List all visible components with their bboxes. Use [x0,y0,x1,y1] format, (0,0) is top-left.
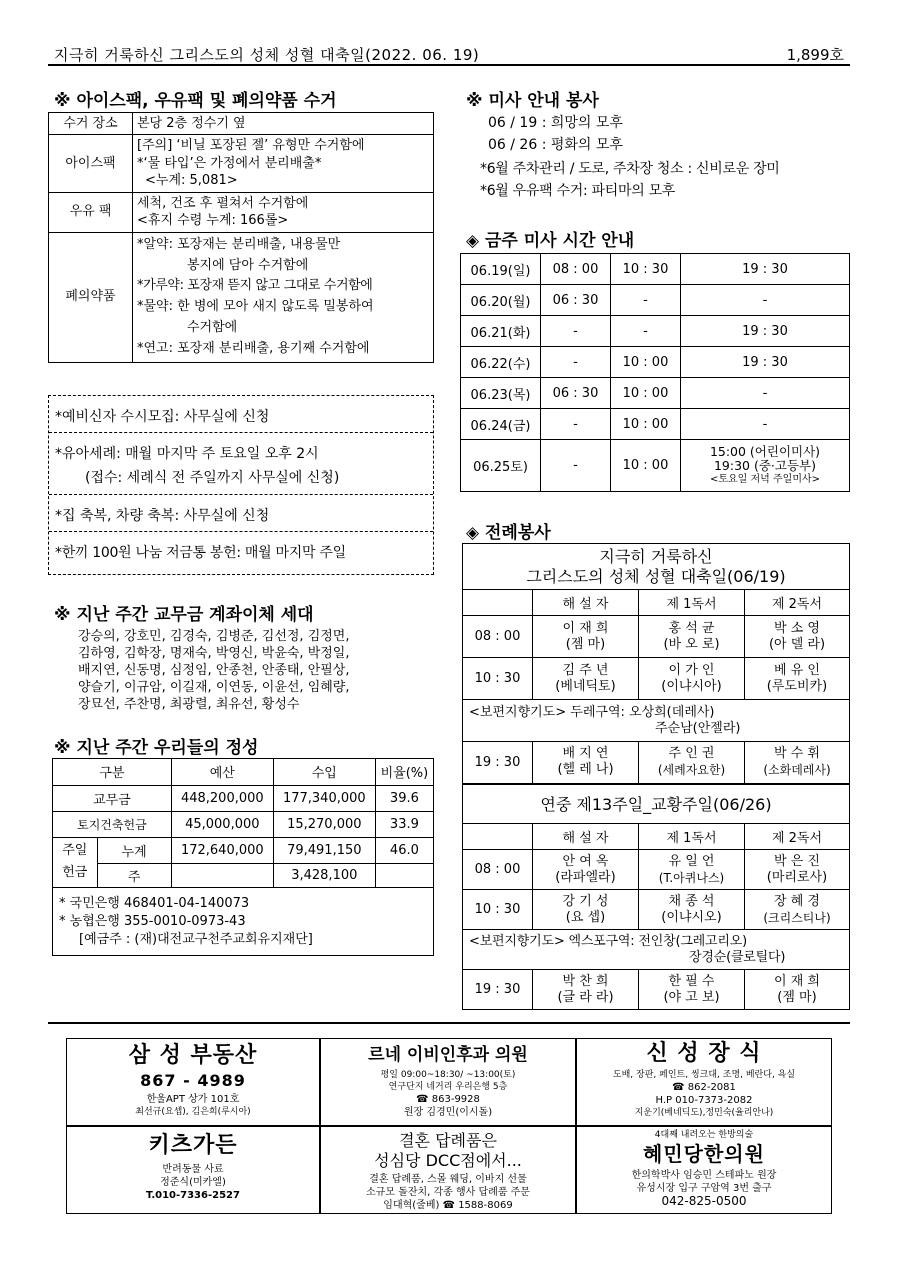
donors-line: 장묘선, 주찬명, 최광렬, 최유선, 황성수 [78,697,300,712]
liturgy-name: 베 유 인 [774,662,820,678]
liturgy-name: 배 지 연 [562,746,609,762]
med-line: *가루약: 포장재 뜯지 않고 그대로 수거함에 [137,278,373,294]
schedule-time: - [541,316,611,347]
liturgy-time: 10 : 30 [463,890,533,930]
med-line: *알약: 포장재는 분리배출, 내용물만 [137,236,341,252]
liturgy-prayer: 주순남(안젤라) [655,720,741,736]
issue-number: 1,899호 [786,46,844,64]
liturgy-title: ◈ 전례봉사 [466,523,551,543]
schedule-time: 06 : 30 [541,378,611,409]
cum-budget: 172,640,000 [171,837,273,863]
ad-line: 연구단지 네거리 우리은행 5층 [388,1082,508,1092]
ad-line: 임대혁(줄베) ☎ 1588-8069 [383,1200,513,1211]
mass-service-line: 06 / 19 : 희망의 모후 [488,115,623,131]
schedule-time: - [681,378,850,409]
liturgy-prayer: 장경순(클로틸다) [689,949,786,965]
liturgy-name: 박 찬 희 [562,973,609,989]
schedule-date: 06.19(일) [461,254,541,285]
bank-line: * 국민은행 468401-04-140073 [59,896,250,911]
bulletin-title: 지극히 거룩하신 그리스도의 성체 성혈 대축일(2022. 06. 19) [54,46,480,64]
schedule-time: - [541,440,611,492]
schedule-time: - [611,285,681,316]
notice-piggybank: *한끼 100원 나눔 저금통 봉헌: 매월 마지막 주일 [55,545,346,561]
liturgy-baptismal: (이냐시아) [661,678,722,694]
cum-ratio: 46.0 [375,837,433,863]
notice-infant-baptism: *유아세례: 매월 마지막 주 토요일 오후 2시 [55,446,319,462]
liturgy-head: 제 1독서 [639,824,745,850]
ad-line: 반려동물 사료 [162,1164,224,1175]
med-line: *물약: 한 병에 모아 새지 않도록 밀봉하여 [137,299,374,315]
ad-line: 도배, 장판, 페인트, 씽크대, 조명, 베란다, 욕실 [612,1070,796,1080]
liturgy-time: 08 : 00 [463,850,533,890]
liturgy-baptismal: (크리스티나) [763,910,831,925]
liturgy-head: 해 설 자 [533,590,639,616]
offering-title: ※ 지난 주간 우리들의 정성 [54,738,259,758]
liturgy-baptismal: (세례자요한) [657,763,726,778]
liturgy-name: 박 소 영 [774,620,820,636]
schedule-date: 06.23(목) [461,378,541,409]
liturgy-name: 강 기 성 [562,893,609,909]
liturgy-block2-title: 연중 제13주일_교황주일(06/26) [463,784,850,824]
ice-line: <누계: 5,081> [145,173,238,189]
offering-head: 구분 [53,759,171,785]
schedule-time: 19 : 30 [681,347,850,378]
donors-line: 강승의, 강호민, 김경숙, 김병준, 김선정, 김정면, [78,629,350,644]
liturgy-baptismal: (헬 레 나) [557,762,614,778]
schedule-time: 19 : 30 [681,316,850,347]
ad-bakery [320,1126,576,1214]
ad-line: 한의학박사 임승민 스테파노 원장 [631,1170,777,1181]
ad-name: 신 성 장 식 [646,1041,762,1066]
ad-pet-garden [66,1126,320,1214]
ad-name: 키츠가든 [148,1133,238,1158]
liturgy-time: 10 : 30 [463,658,533,700]
ad-line: 성심당 DCC점에서... [374,1151,522,1170]
liturgy-time: 08 : 00 [463,616,533,658]
ad-line: 지운기(베네딕도),정민숙(율리안나) [634,1108,774,1118]
offering-box [52,758,434,956]
ad-name: 삼 성 부동산 [128,1043,258,1068]
liturgy-baptismal: (요 셉) [565,909,606,925]
liturgy-name: 장 혜 경 [774,893,820,909]
sunday-label: 헌금 [62,865,88,880]
schedule-title: ◈ 금주 미사 시간 안내 [466,231,635,251]
ad-line: 평일 09:00~18:30/ ~13:00(토) [380,1070,516,1080]
donors-title: ※ 지난 주간 교무금 계좌이체 세대 [54,605,314,625]
schedule-time: - [681,285,850,316]
ad-oriental-clinic [576,1126,832,1214]
med-line: 수거함에 [187,319,238,335]
liturgy-name: 채 종 석 [668,893,715,909]
schedule-sat-line: 19:30 (중·고등부) [713,457,817,473]
schedule-time: - [611,316,681,347]
liturgy-baptismal: (루도비카) [766,678,828,694]
liturgy-head: 제 2독서 [745,824,850,850]
week-income: 3,428,100 [273,863,375,887]
liturgy-head: 해 설 자 [533,824,639,850]
liturgy-baptismal: (아 델 라) [768,636,826,652]
mass-service-line: *6월 우유팩 수거: 파티마의 모후 [480,183,676,199]
notice-blessing: *집 축복, 차량 축복: 사무실에 신청 [49,495,433,532]
milk-line: 세척, 건조 후 펼쳐서 수거함에 [137,195,309,211]
ice-line: [주의] ‘비닐 포장된 젤’ 유형만 수거함에 [137,138,365,153]
schedule-date: 06.25토) [461,440,541,492]
liturgy-name: 이 재 희 [562,620,609,636]
schedule-time: 10 : 00 [611,440,681,492]
ad-line: ☎ 863-9928 [416,1094,480,1105]
bank-line: [예금주 : (재)대전교구천주교회유지재단] [79,932,313,947]
schedule-time: 10 : 30 [611,254,681,285]
liturgy-baptismal: (마리로사) [766,869,828,885]
mass-service-line: *6월 주차관리 / 도로, 주차장 청소 : 신비로운 장미 [480,161,780,177]
schedule-time: 08 : 00 [541,254,611,285]
ad-line: 최선규(요셉), 김은희(루시아) [135,1107,251,1117]
liturgy-head: 제 2독서 [745,590,850,616]
ad-ent-clinic [320,1038,576,1126]
med-line: 봉지에 담아 수거함에 [187,257,309,273]
ad-interior [576,1038,832,1126]
notice-catechumen: *예비신자 수시모집: 사무실에 신청 [49,396,433,433]
liturgy-table [462,543,850,1010]
place-label: 수거 장소 [49,113,133,135]
ad-line: T.010-7336-2527 [146,1190,240,1201]
ad-name: 혜민당한의원 [643,1142,765,1166]
liturgy-name: 유 일 언 [668,853,715,869]
offering-head: 비율(%) [375,759,433,785]
liturgy-prayer: <보편지향기도> 두레구역: 오상희(데레사) [469,704,715,720]
schedule-time: 10 : 00 [611,378,681,409]
liturgy-prayer: <보편지향기도> 엑스포구역: 전인창(그레고리오) [469,933,747,949]
cum-income: 79,491,150 [273,837,375,863]
ad-line: 원장 김경민(이시돌) [403,1107,493,1118]
ice-line: *‘물 타입’은 가정에서 분리배출* [137,155,322,171]
schedule-time: 10 : 00 [611,409,681,440]
page-header [48,42,850,66]
liturgy-baptismal: (소화데레사) [763,763,831,778]
liturgy-time: 19 : 30 [463,970,533,1010]
liturgy-baptismal: (젬 마) [777,989,817,1005]
week-label: 주 [97,863,171,887]
liturgy-baptismal: (T.아퀴나스) [658,870,725,885]
offering-ratio: 33.9 [375,811,433,837]
schedule-date: 06.21(화) [461,316,541,347]
liturgy-name: 이 재 희 [774,973,820,989]
ad-line: 한울APT 상가 101호 [146,1094,240,1105]
schedule-time: 19 : 30 [681,254,850,285]
cum-label: 누계 [97,837,171,863]
offering-head: 예산 [171,759,273,785]
schedule-date: 06.20(월) [461,285,541,316]
ad-line: 정준식(미카엘) [160,1177,226,1188]
ad-realestate [66,1038,320,1126]
liturgy-name: 홍 석 균 [668,620,715,636]
bank-info [59,895,313,949]
med-label: 폐의약품 [49,232,133,362]
offering-income: 177,340,000 [273,785,375,811]
footer-divider [48,1022,850,1024]
ad-name: 르네 이비인후과 의원 [368,1045,528,1065]
liturgy-name: 한 필 수 [668,973,715,989]
ad-line: 결혼 답례품은 [399,1131,497,1150]
offering-label: 교무금 [53,785,171,811]
liturgy-name: 주 인 권 [668,746,715,762]
ad-line: 유성시장 입구 구암역 3번 출구 [636,1183,772,1194]
schedule-date: 06.22(수) [461,347,541,378]
collection-table [48,112,434,363]
schedule-date: 06.24(금) [461,409,541,440]
schedule-sat-note: <토요일 저녁 주일미사> [709,473,821,485]
schedule-time: - [541,347,611,378]
liturgy-name: 박 수 휘 [774,746,820,762]
collection-title: ※ 아이스팩, 우유팩 및 폐의약품 수거 [54,91,337,111]
place-value: 본당 2층 정수기 옆 [133,113,434,135]
liturgy-name: 안 여 옥 [562,853,609,869]
bank-line: * 농협은행 355-0010-0973-43 [59,914,246,929]
liturgy-baptismal: (야 고 보) [663,989,720,1005]
liturgy-baptismal: (베네딕토) [555,678,616,694]
med-line: *연고: 포장재 분리배출, 용기째 수거함에 [137,340,370,356]
donors-list [78,628,350,713]
schedule-time: - [681,409,850,440]
mass-service-title: ※ 미사 안내 봉사 [466,91,599,111]
schedule-table [460,253,850,492]
ad-line: H.P 010-7373-2082 [655,1095,753,1106]
ad-line: 042-825-0500 [661,1194,747,1208]
ad-phone: 867 - 4989 [140,1071,246,1090]
offering-ratio: 39.6 [375,785,433,811]
liturgy-block1-title: 지극히 거룩하신 [599,546,713,566]
liturgy-time: 19 : 30 [463,742,533,784]
schedule-sat-line: 15:00 (어린이미사) [709,443,821,459]
liturgy-baptismal: (글 라 라) [557,989,614,1005]
schedule-time: 10 : 00 [611,347,681,378]
donors-line: 김하영, 김학장, 명재숙, 박영신, 박윤숙, 박정일, [78,646,350,661]
milk-line: <휴지 수령 누계: 166롤> [137,213,289,229]
liturgy-block1-title: 그리스도의 성체 성혈 대축일(06/19) [526,566,786,586]
schedule-time: - [541,409,611,440]
ad-tag: 4대째 내려오는 한방의술 [654,1130,754,1140]
donors-line: 양슬기, 이규암, 이길재, 이연동, 이윤선, 임혜량, [78,680,350,695]
offering-head: 수입 [273,759,375,785]
mass-service-lines [488,112,623,156]
ad-line: 결혼 답례품, 스몰 웨딩, 이바지 선물 [369,1174,527,1185]
milk-label: 우유 팩 [49,192,133,232]
ad-line: ☎ 862-2081 [672,1082,736,1093]
offering-label: 토지건축헌금 [53,811,171,837]
notices-box [48,395,434,575]
liturgy-head: 제 1독서 [639,590,745,616]
sunday-label: 주일 [62,843,88,858]
offering-table [53,759,433,888]
ice-label: 아이스팩 [49,135,133,193]
liturgy-baptismal: (이냐시오) [661,909,722,925]
offering-budget: 448,200,000 [171,785,273,811]
liturgy-baptismal: (젬 마) [565,636,606,652]
mass-service-line: 06 / 26 : 평화의 모후 [488,137,623,153]
liturgy-name: 김 주 년 [562,662,609,678]
liturgy-name: 박 은 진 [774,853,820,869]
liturgy-name: 이 가 인 [668,662,715,678]
mass-service-extra [480,158,780,202]
notice-infant-baptism-note: (접수: 세례식 전 주일까지 사무실에 신청) [85,470,340,486]
liturgy-baptismal: (바 오 로) [663,636,720,652]
liturgy-baptismal: (라파엘라) [555,869,616,885]
offering-budget: 45,000,000 [171,811,273,837]
offering-income: 15,270,000 [273,811,375,837]
donors-line: 배지연, 신동명, 심정임, 안종천, 안종태, 안필상, [78,663,350,678]
schedule-time: 06 : 30 [541,285,611,316]
ad-line: 소규모 돌잔치, 각종 행사 답례품 주문 [366,1187,530,1198]
